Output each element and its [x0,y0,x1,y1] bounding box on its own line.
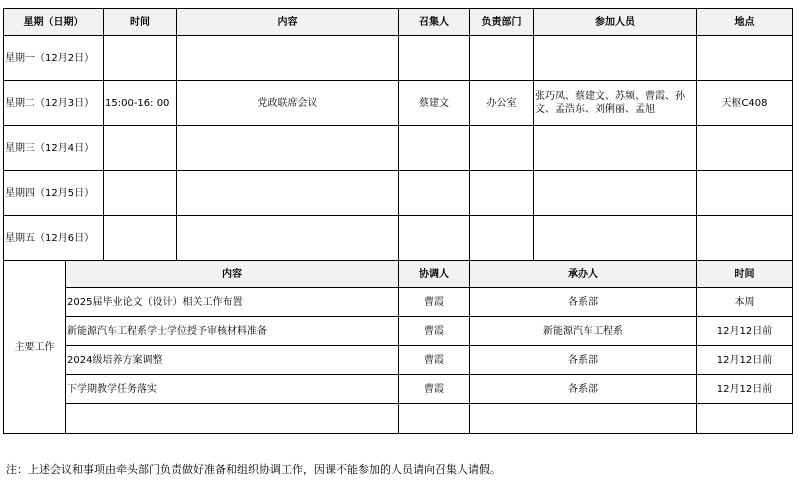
schedule-row-thursday [4,171,793,216]
time-cell [104,171,177,216]
content-cell [177,36,399,81]
content-cell [177,171,399,216]
task-coordinator [399,404,470,434]
header-content: 内容 [177,9,399,36]
dept-cell [470,171,534,216]
task-row [4,288,793,317]
location-cell [697,216,793,261]
task-content [66,404,399,434]
convener-cell [399,126,470,171]
day-cell: 星期五（12月6日） [4,216,104,261]
main-work-header-content: 内容 [66,261,399,288]
task-undertaker: 新能源汽车工程系 [470,317,697,346]
task-time: 12月12日前 [697,375,793,404]
content-cell: 党政联席会议 [177,81,399,126]
schedule-header-row [4,9,793,36]
header-convener: 召集人 [399,9,470,36]
time-cell [104,216,177,261]
content-cell [177,216,399,261]
convener-cell [399,171,470,216]
content-cell [177,126,399,171]
day-cell: 星期三（12月4日） [4,126,104,171]
task-coordinator: 曹霞 [399,375,470,404]
task-row [4,375,793,404]
task-undertaker: 各系部 [470,288,697,317]
schedule-row-wednesday [4,126,793,171]
day-cell: 星期一（12月2日） [4,36,104,81]
location-cell [697,171,793,216]
task-time [697,404,793,434]
day-cell: 星期四（12月5日） [4,171,104,216]
time-cell [104,36,177,81]
attendees-cell [534,36,697,81]
dept-cell [470,216,534,261]
task-time: 12月12日前 [697,346,793,375]
convener-cell: 蔡建文 [399,81,470,126]
task-coordinator: 曹霞 [399,288,470,317]
task-row [4,317,793,346]
dept-cell: 办公室 [470,81,534,126]
task-row [4,404,793,434]
header-dept: 负责部门 [470,9,534,36]
schedule-row-tuesday [4,81,793,126]
time-cell [104,126,177,171]
location-cell: 天枢C408 [697,81,793,126]
convener-cell [399,36,470,81]
header-location: 地点 [697,9,793,36]
task-coordinator: 曹霞 [399,317,470,346]
schedule-row-monday [4,36,793,81]
attendees-cell [534,216,697,261]
schedule-row-friday [4,216,793,261]
main-work-header-undertaker: 承办人 [470,261,697,288]
task-time: 本周 [697,288,793,317]
task-content: 下学期教学任务落实 [66,375,399,404]
task-row [4,346,793,375]
day-cell: 星期二（12月3日） [4,81,104,126]
weekly-schedule-table [3,8,793,434]
main-work-header-row [4,261,793,288]
header-day: 星期（日期） [4,9,104,36]
task-content: 2025届毕业论文（设计）相关工作布置 [66,288,399,317]
task-time: 12月12日前 [697,317,793,346]
main-work-header-time: 时间 [697,261,793,288]
header-time: 时间 [104,9,177,36]
time-cell: 15:00-16: 00 [104,81,177,126]
task-undertaker: 各系部 [470,346,697,375]
footer-note: 注：上述会议和事项由牵头部门负责做好准备和组织协调工作，因课不能参加的人员请向召集人请假。 [6,463,501,476]
dept-cell [470,36,534,81]
task-content: 2024级培养方案调整 [66,346,399,375]
attendees-cell: 张巧凤、蔡建文、苏频、曹霞、孙文、孟浩东、刘俐丽、孟旭 [534,81,697,126]
main-work-header-coordinator: 协调人 [399,261,470,288]
location-cell [697,36,793,81]
location-cell [697,126,793,171]
header-attendees: 参加人员 [534,9,697,36]
task-undertaker: 各系部 [470,375,697,404]
task-coordinator: 曹霞 [399,346,470,375]
task-content: 新能源汽车工程系学士学位授予审核材料准备 [66,317,399,346]
attendees-cell [534,171,697,216]
main-work-label: 主要工作 [4,261,66,434]
attendees-cell [534,126,697,171]
convener-cell [399,216,470,261]
task-undertaker [470,404,697,434]
dept-cell [470,126,534,171]
